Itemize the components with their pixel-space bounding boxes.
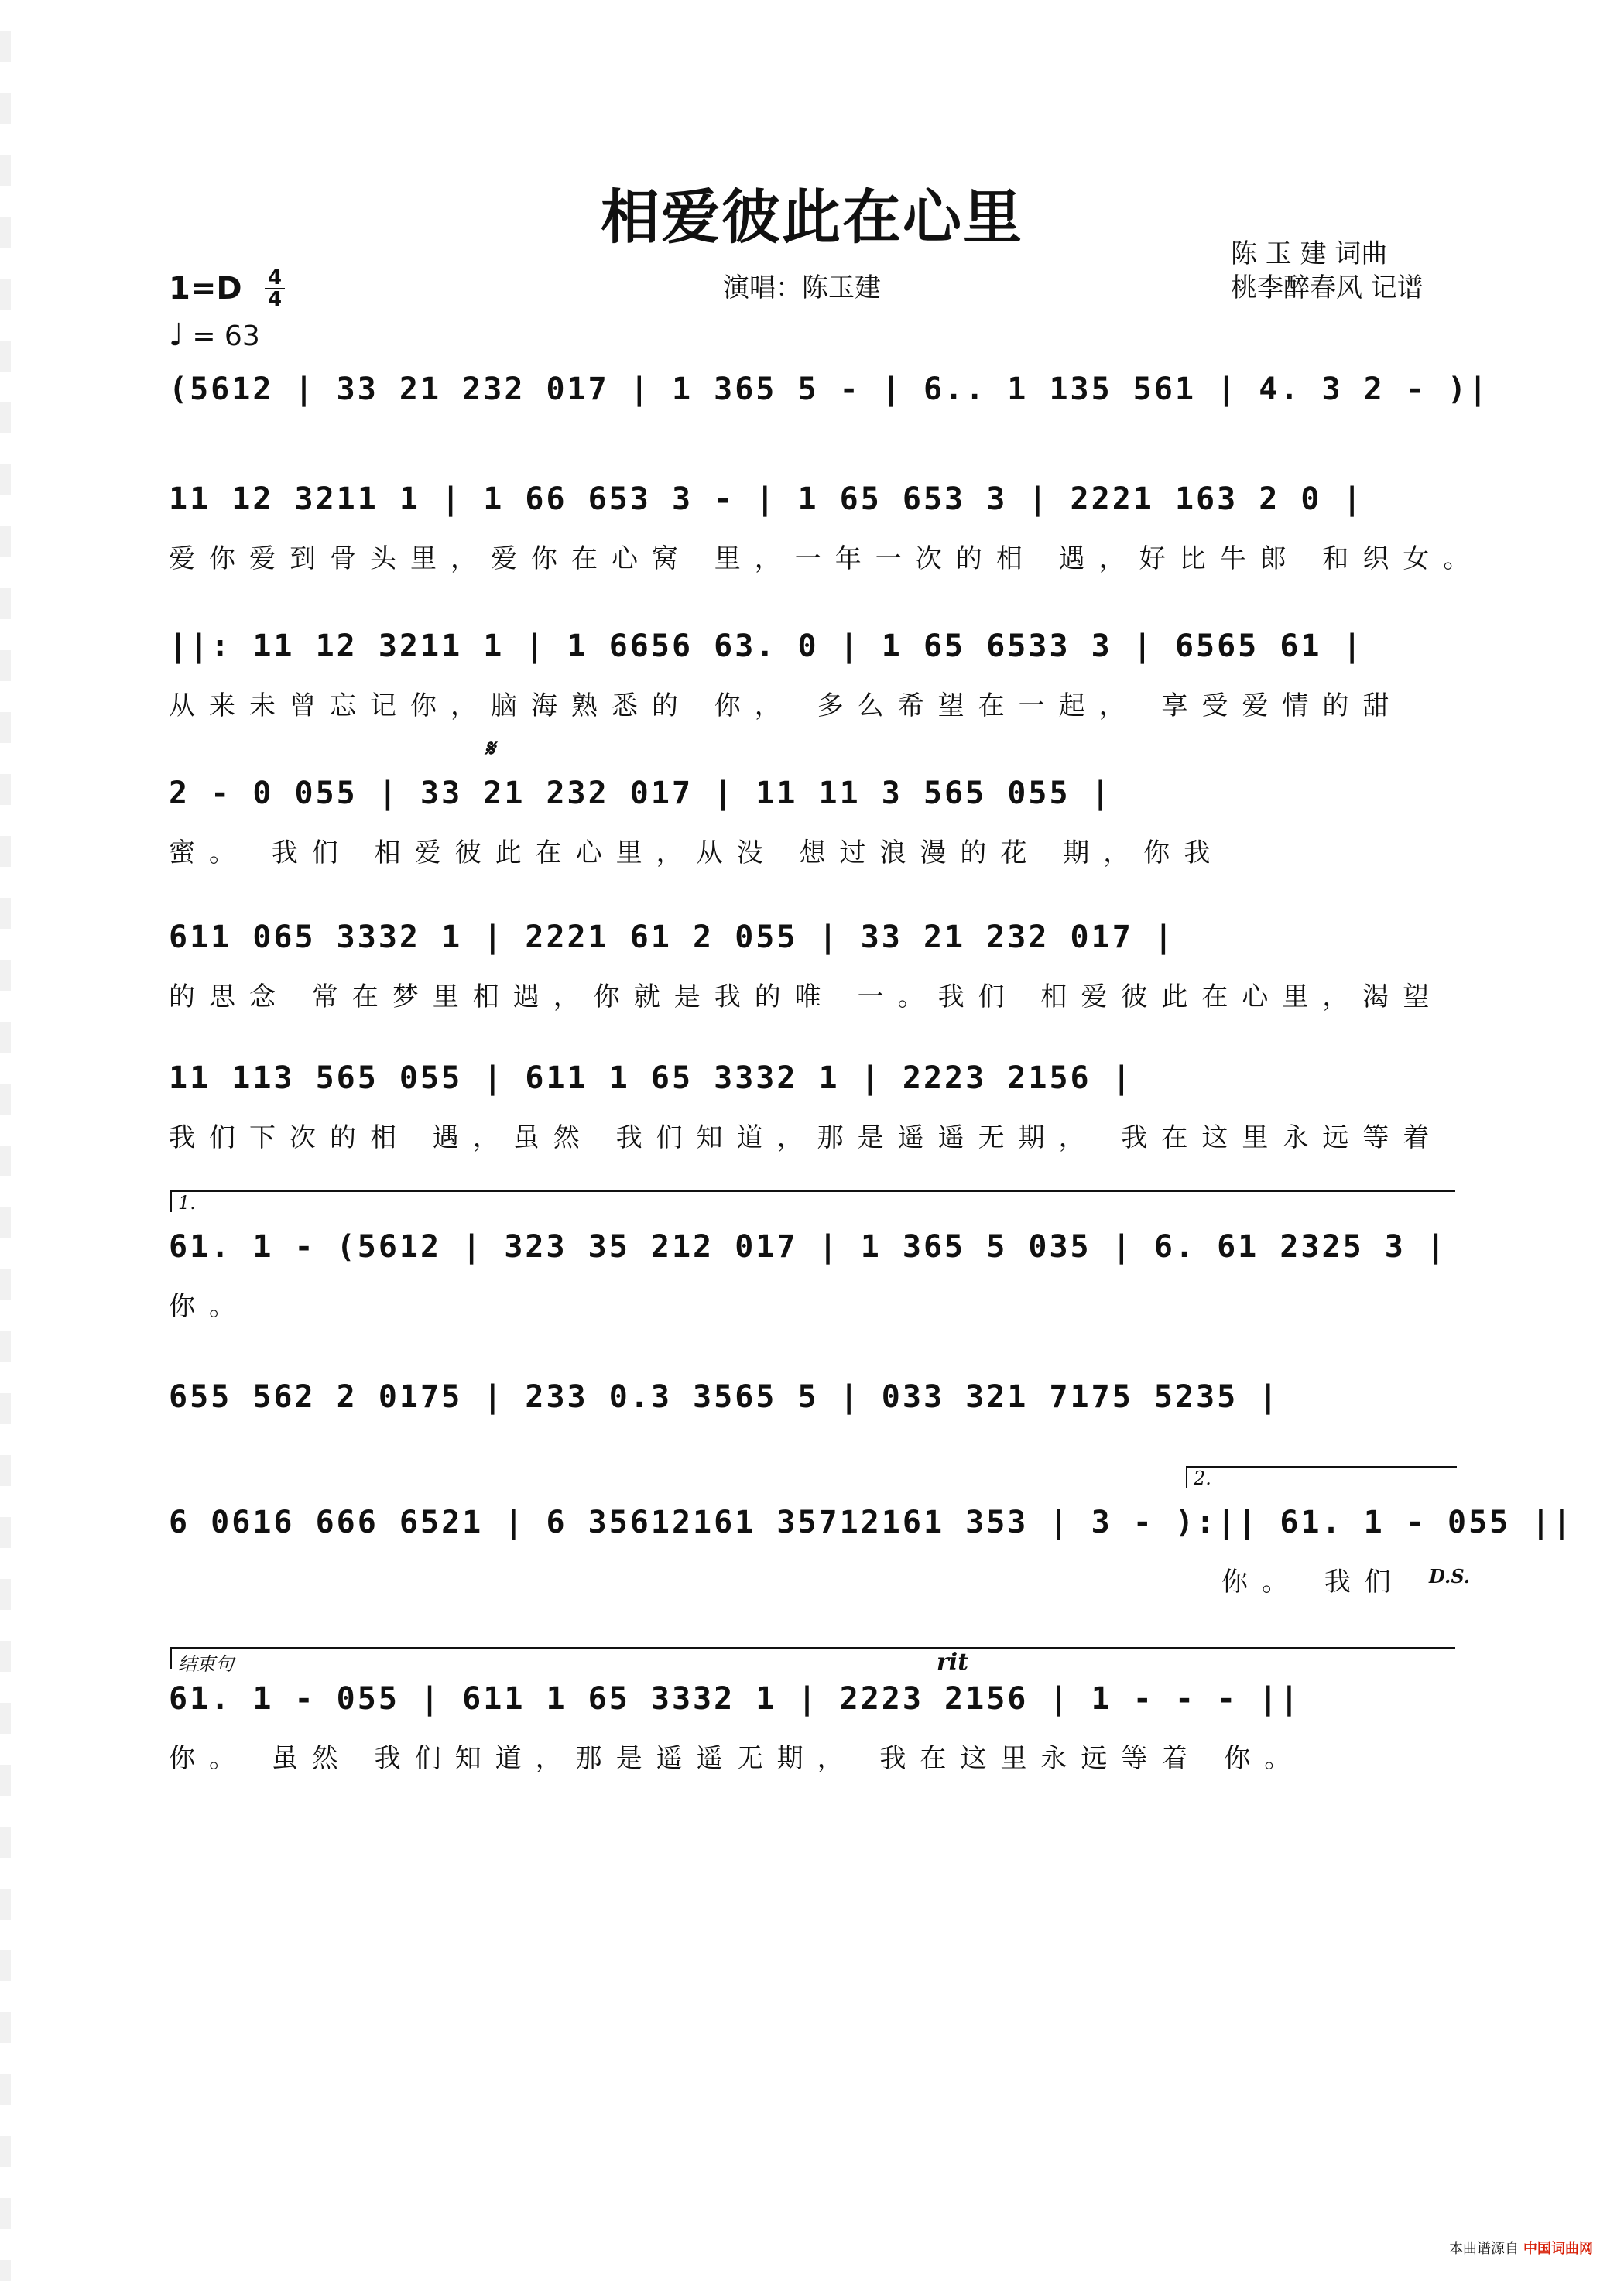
lyrics: 你。 [169, 1291, 249, 1322]
singer-credit: 演唱：陈玉建 [723, 272, 881, 303]
time-signature: 4 4 [265, 268, 285, 310]
footer-source: 本曲谱源自 中国词曲网 [1449, 2241, 1593, 2257]
quarter-note-icon: ♩ [169, 317, 183, 353]
tempo-marking: ♩ = 63 [169, 317, 260, 353]
notation: 61. 1 - 055 | 611 1 65 3332 1 | 2223 2156 | 1 - - - || [169, 1681, 1301, 1717]
lyrics: 蜜。 我们 相爱彼此在心里，从没 想过浪漫的花 期，你我 [169, 837, 1225, 868]
notation: (5612 | 33 21 232 017 | 1 365 5 - | 6.. 1 135 561 | 4. 3 2 - )| [169, 372, 1490, 407]
lyrics: 的思念 常在梦里相遇，你就是我的唯 一。我们 相爱彼此在心里，渴望 [169, 981, 1444, 1012]
notation: ||: 11 12 3211 1 | 1 6656 63. 0 | 1 65 6533 3 | 6565 61 | [169, 628, 1364, 664]
footer-site-link[interactable]: 中国词曲网 [1523, 2241, 1593, 2257]
coda-bracket: 结束句 [170, 1647, 1455, 1669]
left-margin-strip [0, 0, 11, 2281]
lyrics: 从来未曾忘记你，脑海熟悉的 你， 多么希望在一起， 享受爱情的甜 [169, 690, 1403, 721]
notation: 611 065 3332 1 | 2221 61 2 055 | 33 21 232 017 | [169, 920, 1175, 955]
notation: 655 562 2 0175 | 233 0.3 3565 5 | 033 321 7175 5235 | [169, 1379, 1280, 1415]
rit-marking: rit [937, 1649, 969, 1676]
segno-sign: 𝄋 [485, 735, 495, 762]
lyrics: 爱你爱到骨头里，爱你在心窝 里，一年一次的相 遇，好比牛郎 和织女。 [169, 543, 1484, 574]
transcriber-credit: 桃李醉春风 记谱 [1231, 272, 1424, 303]
ending-1-bracket: 1. [170, 1190, 1455, 1212]
ending-2-bracket: 2. [1186, 1466, 1457, 1488]
notation: 11 12 3211 1 | 1 66 653 3 - | 1 65 653 3 | 2221 163 2 0 | [169, 481, 1364, 517]
ds-marking: D.S. [1429, 1565, 1471, 1587]
notation: 11 113 565 055 | 611 1 65 3332 1 | 2223 2156 | [169, 1060, 1133, 1096]
lyrics: 我们下次的相 遇，虽然 我们知道，那是遥遥无期， 我在这里永远等着 [169, 1122, 1444, 1153]
key-signature: 1=D [169, 271, 242, 307]
notation: 61. 1 - (5612 | 323 35 212 017 | 1 365 5 035 | 6. 61 2325 3 | [169, 1229, 1448, 1265]
lyrics: 你。 我们 [1221, 1567, 1405, 1598]
song-title: 相爱彼此在心里 [601, 183, 1023, 252]
lyrics: 你。 虽然 我们知道，那是遥遥无期， 我在这里永远等着 你。 [169, 1743, 1305, 1774]
notation: 6 0616 666 6521 | 6 35612161 35712161 353 | 3 - ):|| 61. 1 - 055 || [169, 1505, 1574, 1540]
notation: 2 - 0 055 | 33 21 232 017 | 11 11 3 565 055 | [169, 776, 1112, 811]
composer-credit: 陈 玉 建 词曲 [1231, 238, 1388, 269]
